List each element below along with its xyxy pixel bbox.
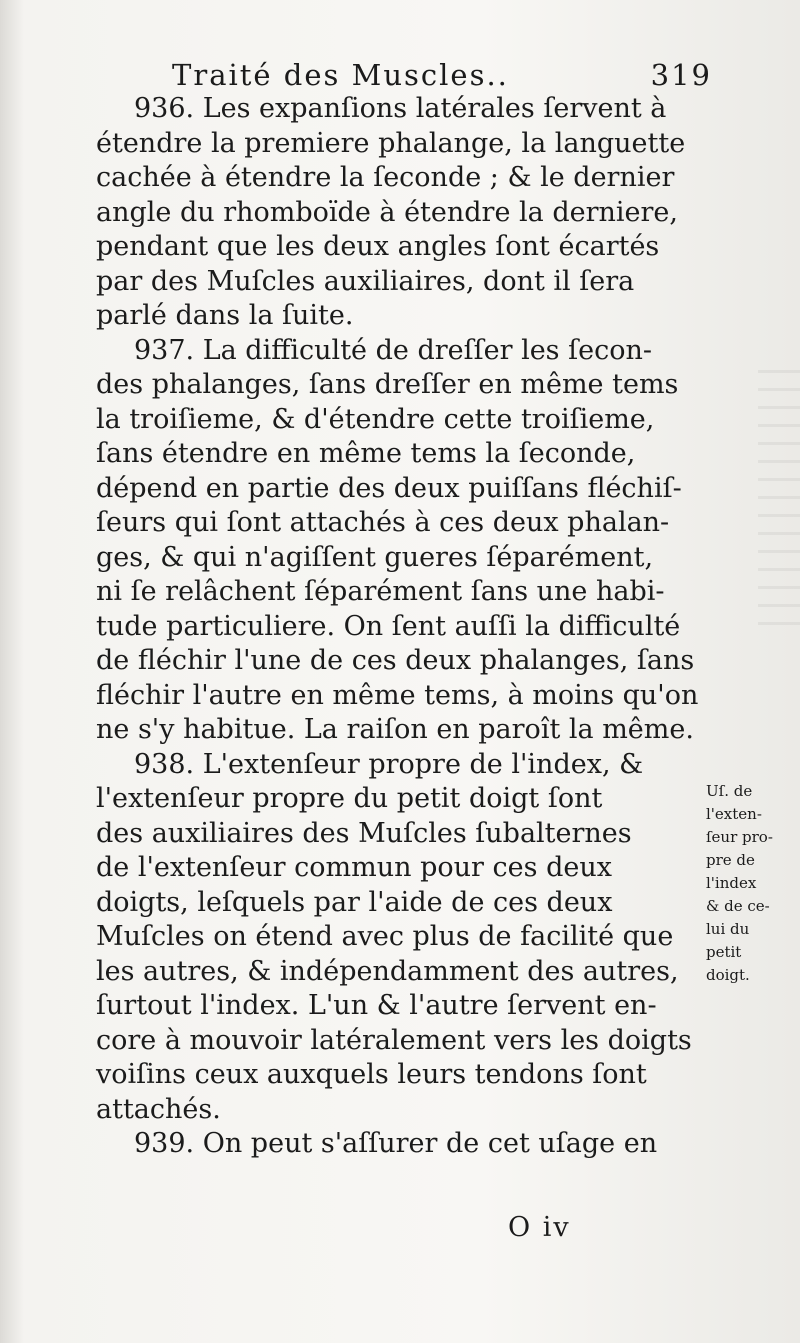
page-number: 319 xyxy=(650,58,712,92)
paragraph-939: 939. On peut s'aſſurer de cet uſage en xyxy=(134,1128,658,1159)
margin-note: Uſ. de l'exten- ſeur pro- pre de l'index & de ce- lui du petit doigt. xyxy=(706,782,773,984)
running-title: Traité des Muscles.. xyxy=(172,58,509,92)
bleed-through-shadow xyxy=(758,370,800,630)
paragraph-937: 937. La difficulté de dreſſer les ſecon- des phalanges, ſans dreſſer en même tems la troiſieme, & d'étendre cette troiſieme, ſans étendre en même tems la ſeconde, dépend en partie des deux puiſſans fléchiſ- ſeurs qui ſont attachés à ces deux phalan- ges, & qui n'agiſſent gueres ſéparément, ni ſe relâchent ſéparément ſans une habi- tude particuliere. On ſent auſſi la difficulté de fléchir l'une de ces deux phalanges, ſans fléchir l'autre en même tems, à moins qu'on ne s'y habitue. La raiſon en paroît la même. xyxy=(96,334,699,745)
body-text xyxy=(96,92,702,1162)
paragraph-936: 936. Les expanſions latérales ſervent à étendre la premiere phalange, la languette cachée à étendre la ſeconde ; & le dernier angle du rhomboïde à étendre la derniere, pendant que les deux angles ſont écartés par des Muſcles auxiliaires, dont il ſera parlé dans la ſuite. xyxy=(96,93,686,331)
signature-mark: O iv xyxy=(508,1212,571,1243)
paragraph-938: 938. L'extenſeur propre de l'index, & l'extenſeur propre du petit doigt ſont des auxiliaires des Muſcles ſubalternes de l'extenſeur commun pour ces deux doigts, leſquels par l'aide de ces deux Muſcles on étend avec plus de facilité que les autres, & indépendamment des autres, ſurtout l'index. L'un & l'autre ſervent en- core à mouvoir latéralement vers les doigts voiſins ceux auxquels leurs tendons ſont attachés. xyxy=(96,748,692,1125)
